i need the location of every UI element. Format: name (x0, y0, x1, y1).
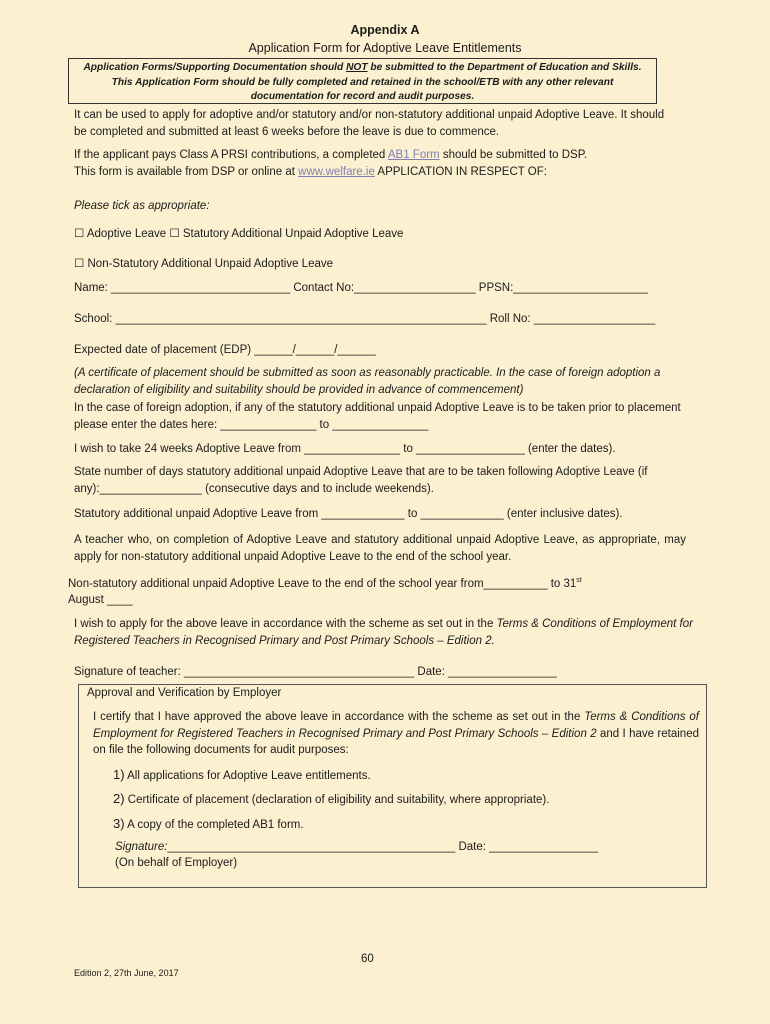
item-3-text: A copy of the completed AB1 form. (127, 819, 304, 831)
prsi-text-b: should be submitted to DSP. (439, 149, 588, 161)
signature-line: _____________________________________________ Date: _________________ (167, 841, 598, 853)
teacher-paragraph: A teacher who, on completion of Adoptive Leave and statutory additional unpaid Adoptive Leave, as appropriate, may apply for non-statutory additional unpaid Adoptive Leave to the end of the school year. (74, 534, 686, 563)
item-2-number: 2) (113, 791, 125, 806)
approval-item-1 (113, 767, 371, 785)
notice-part1: Application Forms/Supporting Documentation should (83, 62, 347, 73)
statutory-dates[interactable]: Statutory additional unpaid Adoptive Leave from _____________ to _____________ (enter inclusive dates). (74, 508, 623, 520)
weeks-24-dates[interactable]: I wish to take 24 weeks Adoptive Leave from _______________ to _________________ (enter the dates). (74, 443, 616, 455)
employer-signature-field[interactable] (115, 839, 598, 856)
teacher-signature-field[interactable]: Signature of teacher: ____________________________________ Date: _________________ (74, 666, 557, 678)
notice-part2: be submitted to the Department of Education and Skills. This Application Form should be fully completed and retained in the school/ETB with any other relevant documentation for record and audit purposes. (111, 62, 642, 102)
scheme-paragraph (74, 616, 694, 649)
approval-item-3 (113, 816, 304, 834)
item-1-number: 1) (113, 767, 125, 782)
intro-paragraph: It can be used to apply for adoptive and/or statutory and/or non-statutory additional unpaid Adoptive Leave. It should be completed and submitted at least 6 weeks before the leave is due to commence. (74, 109, 665, 138)
approval-box (78, 684, 707, 888)
approval-certify (93, 709, 699, 759)
item-1-text: All applications for Adoptive Leave entitlements. (127, 770, 371, 782)
nonstat-august: August ____ (68, 594, 133, 607)
prsi-paragraph (74, 147, 694, 180)
notice-box (68, 58, 657, 104)
approval-title: Approval and Verification by Employer (87, 687, 282, 699)
page-title: Application Form for Adoptive Leave Entitlements (248, 41, 522, 55)
item-2-text: Certificate of placement (declaration of eligibility and suitability, where appropriate). (127, 794, 550, 806)
ab1-form-link[interactable]: AB1 Form (387, 149, 440, 161)
appendix-heading: Appendix A (350, 23, 420, 37)
application-in-respect: APPLICATION IN RESPECT OF: (374, 165, 547, 178)
edition-footer: Edition 2, 27th June, 2017 (74, 968, 179, 978)
edp-field[interactable]: Expected date of placement (EDP) ______/______/______ (74, 344, 376, 356)
notice-not: NOT (346, 62, 368, 73)
item-3-number: 3) (113, 816, 125, 831)
school-roll-field[interactable]: School: __________________________________________________________ Roll No: ___________________ (74, 313, 656, 325)
nonstat-text: Non-statutory additional unpaid Adoptive Leave to the end of the school year from__________ to 31 (68, 577, 577, 590)
prsi-text-a: If the applicant pays Class A PRSI contributions, a completed (74, 149, 388, 161)
page-number: 60 (361, 953, 374, 965)
days-statutory[interactable]: State number of days statutory additional unpaid Adoptive Leave that are to be taken following Adoptive Leave (if any):________________ (consecutive days and to include weekends). (74, 466, 648, 495)
approval-item-2 (113, 791, 549, 809)
tick-prompt: Please tick as appropriate: (74, 200, 210, 212)
signature-label: Signature: (115, 841, 168, 853)
certify-text-c: and I have retained on file the following documents for audit purposes: (93, 727, 699, 756)
on-behalf-employer: (On behalf of Employer) (115, 857, 238, 869)
certify-text-a: I certify that I have approved the above leave in accordance with the scheme as set out in the (93, 711, 585, 723)
welfare-link[interactable]: www.welfare.ie (298, 165, 375, 178)
nonstat-sup: st (576, 577, 582, 584)
foreign-adoption-dates[interactable]: In the case of foreign adoption, if any of the statutory additional unpaid Adoptive Leave is to be taken prior to placement please enter the dates here: _______________ to _______________ (74, 402, 681, 431)
non-statutory-field[interactable] (68, 573, 686, 609)
name-contact-ppsn-field[interactable]: Name: ____________________________ Contact No:___________________ PPSN:_____________________ (74, 282, 648, 294)
available-text: This form is available from DSP or online at (74, 165, 299, 178)
tick-options-line2[interactable]: ☐ Non-Statutory Additional Unpaid Adoptive Leave (74, 258, 334, 270)
certificate-note: (A certificate of placement should be submitted as soon as reasonably practicable. In the case of foreign adoption a declaration of eligibility and suitability should be provided in advance of commencement) (74, 367, 661, 396)
scheme-terms: Terms & Conditions of Employment for Registered Teachers in Recognised Primary and Post Primary Schools – Edition 2. (74, 618, 693, 647)
scheme-text: I wish to apply for the above leave in accordance with the scheme as set out in the (74, 618, 497, 630)
certify-terms: Terms & Conditions of Employment for Registered Teachers in Recognised Primary and Post Primary Schools – Edition 2 (93, 711, 700, 740)
tick-options-line1[interactable]: ☐ Adoptive Leave ☐ Statutory Additional Unpaid Adoptive Leave (74, 228, 404, 240)
